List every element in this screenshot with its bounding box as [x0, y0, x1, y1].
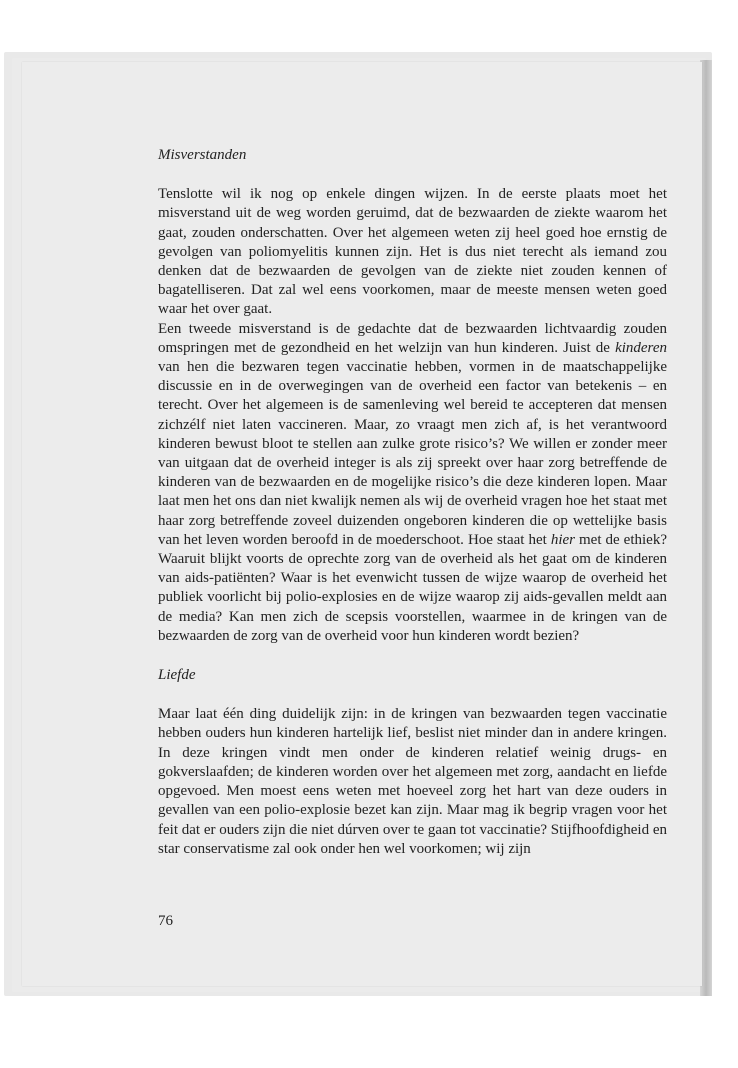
text-run: van hen die bezwaren tegen vaccinatie hebben, vormen in de maatschappelijke discussie en in de overwegingen van de overheid een factor van betekenis – en terecht. Over het algemeen is de samenleving wel bereid te accepteren dat mensen zichzélf niet laten vaccineren. Maar, zo vraagt men zich af, is het verantwoord kinderen bewust bloot te stellen aan zulke grote risico’s? We willen er zonder meer van uitgaan dat de overheid integer is als zij spreekt over haar zorg betreffende de kinderen van de bezwaarden en de mogelijke risico’s die deze kinderen lopen. Maar laat men het ons dan niet kwalijk nemen als wij de overheid vragen hoe het staat met haar zorg betreffende zoveel duizenden ongeboren kinderen die op wettelijke basis van het leven worden beroofd in de moederschoot. Hoe staat het [158, 359, 668, 548]
text-run: met de ethiek? Waaruit blijkt voorts de oprechte zorg van de overheid als het gaat om de kinderen van aids-patiënten? Waar is het evenwicht tussen de wijze waarop de overheid het publiek voorlicht bij polio-explosies en de wijze waarop zij aids-gevallen meldt aan de media? Kan men zich de scepsis voorstellen, waarmee in de kringen van de bezwaarden de zorg van de overheid voor hun kinderen wordt bezien? [158, 531, 667, 644]
paragraph-misverstand-2 [158, 320, 667, 646]
section-heading-liefde: Liefde [158, 667, 196, 684]
emphasis-kinderen: kinderen [615, 339, 667, 356]
text-run: Een tweede misverstand is de gedachte dat de bezwaarden lichtvaardig zouden omspringen met de gezondheid en het welzijn van hun kinderen. Juist de [158, 320, 667, 356]
paragraph-liefde-1: Maar laat één ding duidelijk zijn: in de kringen van bezwaarden tegen vaccinatie hebben ouders hun kinderen hartelijk lief, beslist niet minder dan in andere kringen. In deze kringen vindt men onder de kinderen relatief weinig drugs- en gokverslaafden; de kinderen worden over het algemeen met zorg, aandacht en liefde opgevoed. Men moest eens weten met hoeveel zorg het hart van deze ouders in gevallen van een polio-explosie bezet kan zijn. Maar mag ik begrip vragen voor het feit dat er ouders zijn die niet dúrven over te gaan tot vaccinatie? Stijfhoofdigheid en star conservatisme zal ook onder hen wel voorkomen; wij zijn [158, 706, 667, 857]
page-number: 76 [158, 913, 173, 929]
emphasis-hier: hier [550, 531, 575, 548]
section-heading-misverstanden: Misverstanden [158, 147, 247, 163]
paragraph-misverstand-1: Tenslotte wil ik nog op enkele dingen wijzen. In de eerste plaats moet het misverstand uit de weg worden geruimd, dat de bezwaarden de ziekte waarom het gaat, zouden onderschatten. Over het algemeen weten zij heel goed hoe ernstig de gevolgen van poliomyelitis kunnen zijn. Het is dus niet terecht als iemand zou denken dat de bezwaarden de gevolgen van de ziekte niet zouden kennen of bagatelliseren. Dat zal wel eens voorkomen, maar de meeste mensen weten goed waar het over gaat. [158, 186, 667, 318]
page-text [158, 146, 667, 859]
